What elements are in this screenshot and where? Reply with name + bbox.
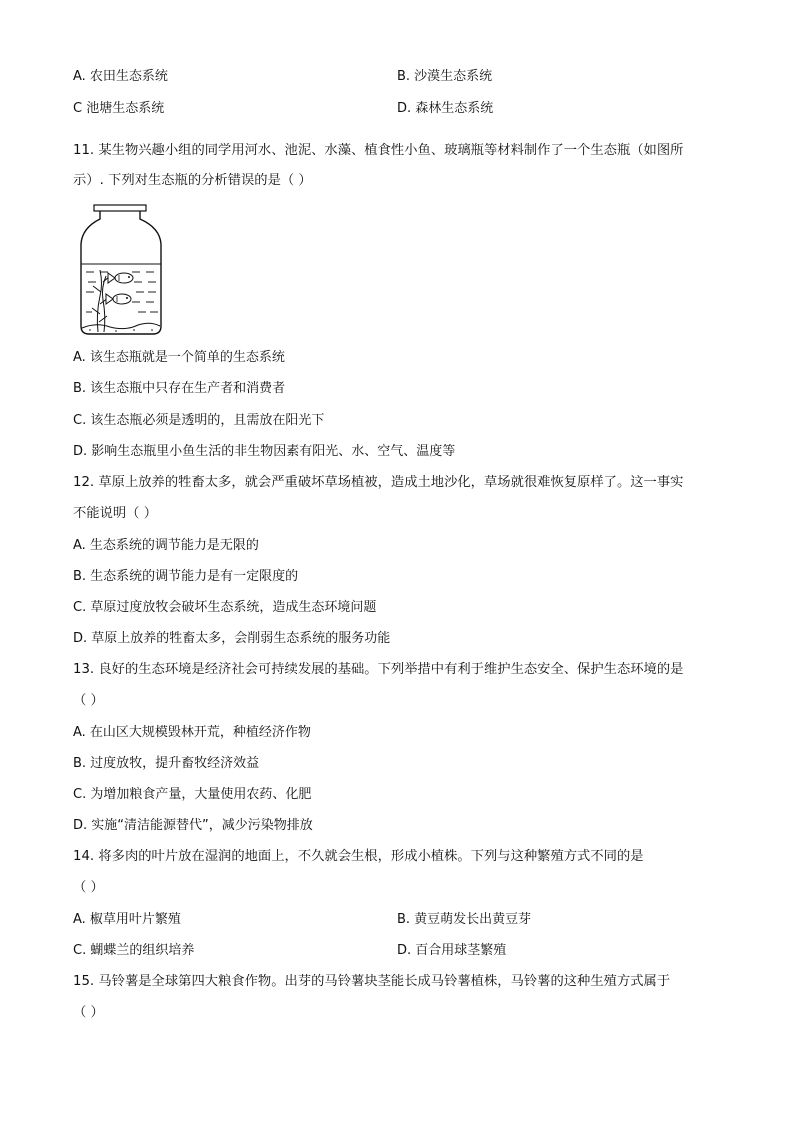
q12-option-a: A. 生态系统的调节能力是无限的 [73,538,259,553]
q12-option-c: C. 草原过度放牧会破坏生态系统，造成生态环境问题 [73,600,377,615]
q10-option-c: C 池塘生态系统 [73,101,165,116]
q12-option-b: B. 生态系统的调节能力是有一定限度的 [73,569,299,584]
q12-stem-line1: 12. 草原上放养的牲畜太多，就会严重破坏草场植被，造成土地沙化，草场就很难恢复原样了。这一事实 [73,475,684,490]
q11-stem-line2: 示）. 下列对生态瓶的分析错误的是（ ） [73,173,312,188]
q14-stem-line1: 14. 将多肉的叶片放在湿润的地面上，不久就会生根，形成小植株。下列与这种繁殖方式不同的是 [73,849,644,864]
q11-option-b: B. 该生态瓶中只存在生产者和消费者 [73,381,286,396]
q12-option-d: D. 草原上放养的牲畜太多，会削弱生态系统的服务功能 [73,631,391,646]
q13-option-b: B. 过度放牧，提升畜牧经济效益 [73,756,260,771]
pond-mud [82,323,160,328]
bottle-cap [94,205,146,211]
q11-option-c: C. 该生态瓶必须是透明的，且需放在阳光下 [73,413,325,428]
q14-option-b: B. 黄豆萌发长出黄豆芽 [397,912,532,927]
q14-option-a: A. 椒草用叶片繁殖 [73,912,181,927]
q15-stem-line2: （ ） [73,1005,104,1020]
q13-stem-line1: 13. 良好的生态环境是经济社会可持续发展的基础。下列举措中有利于维护生态安全、保护生态环境的是 [73,662,684,677]
q10-option-b: B. 沙漠生态系统 [397,69,493,84]
fish-icon [106,294,131,304]
q12-stem-line2: 不能说明（ ） [73,506,158,521]
q15-stem-line1: 15. 马铃薯是全球第四大粮食作物。出芽的马铃薯块茎能长成马铃薯植株，马铃薯的这种生殖方式属于 [73,974,671,989]
pond-mud-dots [89,329,153,332]
q11-option-d: D. 影响生态瓶里小鱼生活的非生物因素有阳光、水、空气、温度等 [73,444,456,459]
q10-option-d: D. 森林生态系统 [397,101,494,116]
q13-option-c: C. 为增加粮食产量，大量使用农药、化肥 [73,787,312,802]
ecological-bottle-illustration [76,204,166,336]
q13-option-a: A. 在山区大规模毁林开荒，种植经济作物 [73,725,311,740]
q14-option-c: C. 蝴蝶兰的组织培养 [73,943,195,958]
q10-option-a: A. 农田生态系统 [73,69,168,84]
q14-option-d: D. 百合用球茎繁殖 [397,943,507,958]
q11-option-a: A. 该生态瓶就是一个简单的生态系统 [73,350,285,365]
q11-stem-line1: 11. 某生物兴趣小组的同学用河水、池泥、水藻、植食性小鱼、玻璃瓶等材料制作了一个生态瓶（如图所 [73,143,684,158]
q13-option-d: D. 实施“清洁能源替代”，减少污染物排放 [73,818,313,833]
q13-stem-line2: （ ） [73,693,104,708]
q14-stem-line2: （ ） [73,880,104,895]
fish-icon [108,273,133,283]
